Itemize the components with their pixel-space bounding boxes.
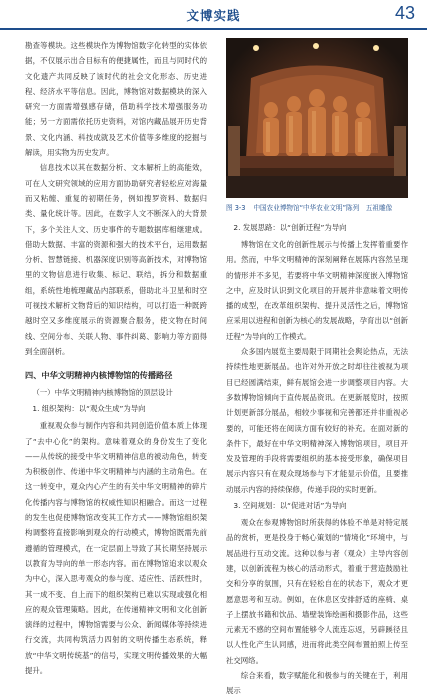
section-title: 文博实践 xyxy=(186,8,241,23)
section-heading: 四、中华文明精神内核博物馆的传播路径 xyxy=(25,370,173,381)
paragraph: 信息技术以其在数据分析、文本解析上的高能效，可在人文研究领域的应用方面协助研究者轻松应对海量而又粘缠、重复的初期任务，例如搜罗资料、数据归类、量化统计等。因此，在数字人文不断深入的大背景下，多个关注人文、历史事件的专题数据库相继建成。借助大数据、丰富的资源和强大的技术平台，运用数据分析、智慧链接、机器深度识别等高新技术，对博物馆里的文物信息进行收集、标记、联结，拆分和数据重组，系统性地梳理藏品内部联系，借助北斗卫星和时空可视技术解析文物背后的知识结构，可以打造一种既跨越时空又多维度展示的资源聚合服务，使文物在时间线、空间分布、关联人物、事件纠葛、影响力等方面得到全面剖析。 xyxy=(25,163,207,356)
exhibit-photo xyxy=(226,38,408,198)
caption-text: 中国农业博物馆“中华农业文明”陈列 五祖雕像 xyxy=(253,204,393,212)
left-column xyxy=(25,38,207,678)
figure-caption xyxy=(226,203,408,213)
paragraph: 综合来看，数字赋能化和极参与的关键在于，利用展示 xyxy=(226,671,408,696)
right-column xyxy=(226,38,408,699)
caption-number: 图 3-3 xyxy=(226,204,246,212)
statue-illustration xyxy=(226,38,408,198)
paragraph: 众多国内展览主要局限于同期社会舆论热点，无法持续性地更新展品。也许对外开放之时却往往被视为项目已经圆满结束，鲜有展馆会进一步调整项目内容。大多数博物馆倾向于直传展品资讯。在更新展览时，按照计划更新部分展品，相较少事视和完善都还并非重视必要的，可能还将在阅读方面有较好的补充。在面对新的条件下，最好在中华文明精神深入博物馆项目，项目开发及管理的手段将需要组织的基本接受形象，确保项目展示内容只有在观众现场参与下才能显示价值，且要推动展示内容的持续保修，传递手段的实时更新。 xyxy=(226,347,408,494)
subsection-heading: 2. 发展思路：以“创新迁程”为导向 xyxy=(233,223,347,232)
paragraph: 重视观众参与制作内容和共同创造价值本质上体现了“去中心化”的架构。意味着观众的身份发生了变化——从传统的接受中华文明精神信息的被动角色，转变为积极创作、传递中华文明精神与内涵的主动角色。在这一转变中，观众内心产生的有关中华文明精神的碎片化传播内容与博物馆的权威性知识相融合。而这一过程的发生也促使博物馆改变其工作方式——博物馆组织架构调整将直接影响到观众的行动模式，博物馆既需先前遵循的管理模式，在一定层面上导致了其长期坚持展示以教育为导向的单一形态内容。而在博物馆追求以观众为中心，深入思考观众的参与度、适应性、活跃性时，其一成不变、自上而下的组织架构已难以实现或强化相应的观众管理策略。因此，在传递精神文明和文化创新演绎的过程中，博物馆需要与公众、新闻媒体等持续进行交流，共同构筑活力四射的文明传播生态系统，释放“中华文明传统基”的信号，实现文明传播效果的大幅提升。 xyxy=(25,421,207,675)
paragraph: 博物馆在文化的创新性展示与传播上发挥着重要作用。然而，中华文明精神的深刻阐释在展陈内容然呈现的情形并不多见，若要将中华文明精神深度嵌入博物馆之中，应及时认识到文化项目的开展并非意味着文明传播的成型，在改革组织架构、提升灵活性之后，博物馆应采用以进程和创新为核心的发展战略，孕育出以“创新迁程”为导向的工作模式。 xyxy=(226,240,408,341)
subsection-heading: （一）中华文明精神内核博物馆的顶层设计 xyxy=(32,388,173,398)
subsection-heading: 3. 空间规划：以“促进对话”为导向 xyxy=(233,501,347,511)
subsection-heading: 1. 组织架构：以“观众生成”为导向 xyxy=(32,404,146,414)
paragraph: 勘查等模块。这些模块作为博物馆数字化转型的实体依据，不仅展示出合目标有的便捷属性，而且与同时代的文化遗产共同反映了该时代的社会文化形态、历史进程、经济水平等信息。因此，博物馆对数据模块的深入研究一方面需增强感存储，借助科学技术增强服务功能；另一方面需依托历史资料，对馆内藏品展开历史背景、文化内涵、科技成就及艺术价值等多维度的挖掘与解读，用实物为历史发声。 xyxy=(25,41,207,158)
paragraph: 观众在参观博物馆时所获得的体验不单是对特定展品的赏析，更是投身于畅心策划的“情境化”环境中，与展品进行互动交流。这种以参与者（观众）主导内容创建，以创新流程为核心的活动形式，着重于营造鼓励社交和分享的氛围，只有在轻松自在的状态下，观众才更愿意思考和互动。例如，在休息区安排舒适的座椅、桌子上摆放书籍和饮品、墙壁装饰绘画和摄影作品，这些元素无不感的空间布置能够令人流连忘返，另辟蹊径且以人性化产生认同感，进而将此类空间布置拍照上传至社交网络。 xyxy=(226,518,408,665)
page-number: 43 xyxy=(394,3,415,23)
page-header xyxy=(0,0,427,30)
header-rule xyxy=(0,28,427,30)
